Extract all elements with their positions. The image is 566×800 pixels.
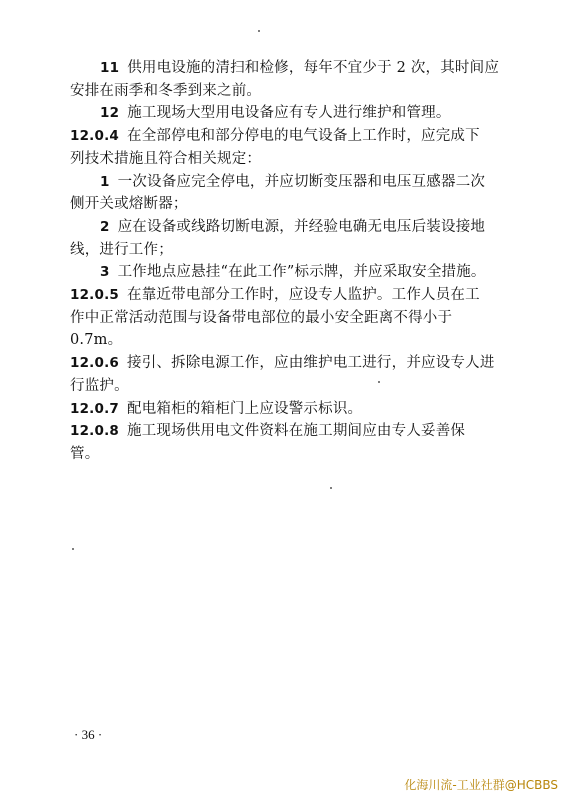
scan-speck bbox=[258, 30, 260, 32]
line-text: 行监护。 bbox=[70, 378, 129, 394]
text-line bbox=[70, 353, 495, 373]
line-text: 施工现场供用电文件资料在施工期间应由专人妥善保 bbox=[127, 423, 466, 439]
clause-number: 1 bbox=[100, 174, 110, 190]
text-line bbox=[70, 126, 480, 146]
line-text: 侧开关或熔断器； bbox=[70, 196, 188, 212]
watermark: 化海川流-工业社群@HCBBS bbox=[404, 778, 558, 792]
line-text: 管。 bbox=[70, 446, 100, 462]
line-text: 配电箱柜的箱柜门上应设警示标识。 bbox=[127, 401, 363, 417]
text-line bbox=[100, 103, 451, 123]
line-text: 接引、拆除电源工作，应由维护电工进行，并应设专人进 bbox=[127, 355, 495, 371]
line-text: 0.7m。 bbox=[70, 332, 123, 348]
line-text: 供用电设施的清扫和检修，每年不宜少于 2 次，其时间应 bbox=[127, 60, 500, 76]
text-line bbox=[100, 262, 486, 282]
scan-speck bbox=[72, 548, 74, 550]
line-text: 安排在雨季和冬季到来之前。 bbox=[70, 83, 262, 99]
line-text: 工作地点应悬挂“在此工作”标示牌，并应采取安全措施。 bbox=[117, 264, 486, 280]
clause-number: 2 bbox=[100, 219, 110, 235]
line-text: 在靠近带电部分工作时，应设专人监护。工作人员在工 bbox=[127, 287, 480, 303]
text-line bbox=[70, 444, 99, 464]
text-line bbox=[70, 330, 122, 350]
clause-number: 12 bbox=[100, 105, 120, 121]
page-number: · 36 · bbox=[74, 727, 103, 742]
text-line bbox=[70, 240, 173, 260]
line-text: 应在设备或线路切断电源，并经验电确无电压后装设接地 bbox=[117, 219, 486, 235]
clause-number: 12.0.6 bbox=[70, 355, 120, 371]
line-text: 一次设备应完全停电，并应切断变压器和电压互感器二次 bbox=[117, 174, 486, 190]
line-text: 在全部停电和部分停电的电气设备上工作时，应完成下 bbox=[127, 128, 480, 144]
text-line bbox=[100, 217, 485, 237]
text-line bbox=[100, 172, 485, 192]
line-text: 施工现场大型用电设备应有专人进行维护和管理。 bbox=[127, 105, 451, 121]
clause-number: 11 bbox=[100, 60, 120, 76]
line-text: 作中正常活动范围与设备带电部位的最小安全距离不得小于 bbox=[70, 310, 453, 326]
text-line bbox=[70, 149, 261, 169]
text-line bbox=[70, 285, 480, 305]
scan-speck bbox=[330, 487, 332, 489]
clause-number: 3 bbox=[100, 264, 110, 280]
text-line bbox=[70, 194, 188, 214]
clause-number: 12.0.8 bbox=[70, 423, 120, 439]
text-line bbox=[70, 421, 465, 441]
text-line bbox=[70, 308, 452, 328]
scan-speck bbox=[378, 381, 380, 383]
clause-number: 12.0.4 bbox=[70, 128, 120, 144]
line-text: 列技术措施且符合相关规定： bbox=[70, 151, 262, 167]
text-line bbox=[100, 58, 499, 78]
clause-number: 12.0.5 bbox=[70, 287, 120, 303]
line-text: 线，进行工作； bbox=[70, 242, 173, 258]
text-line bbox=[70, 376, 129, 396]
text-line bbox=[70, 399, 362, 419]
text-line bbox=[70, 81, 261, 101]
clause-number: 12.0.7 bbox=[70, 401, 120, 417]
